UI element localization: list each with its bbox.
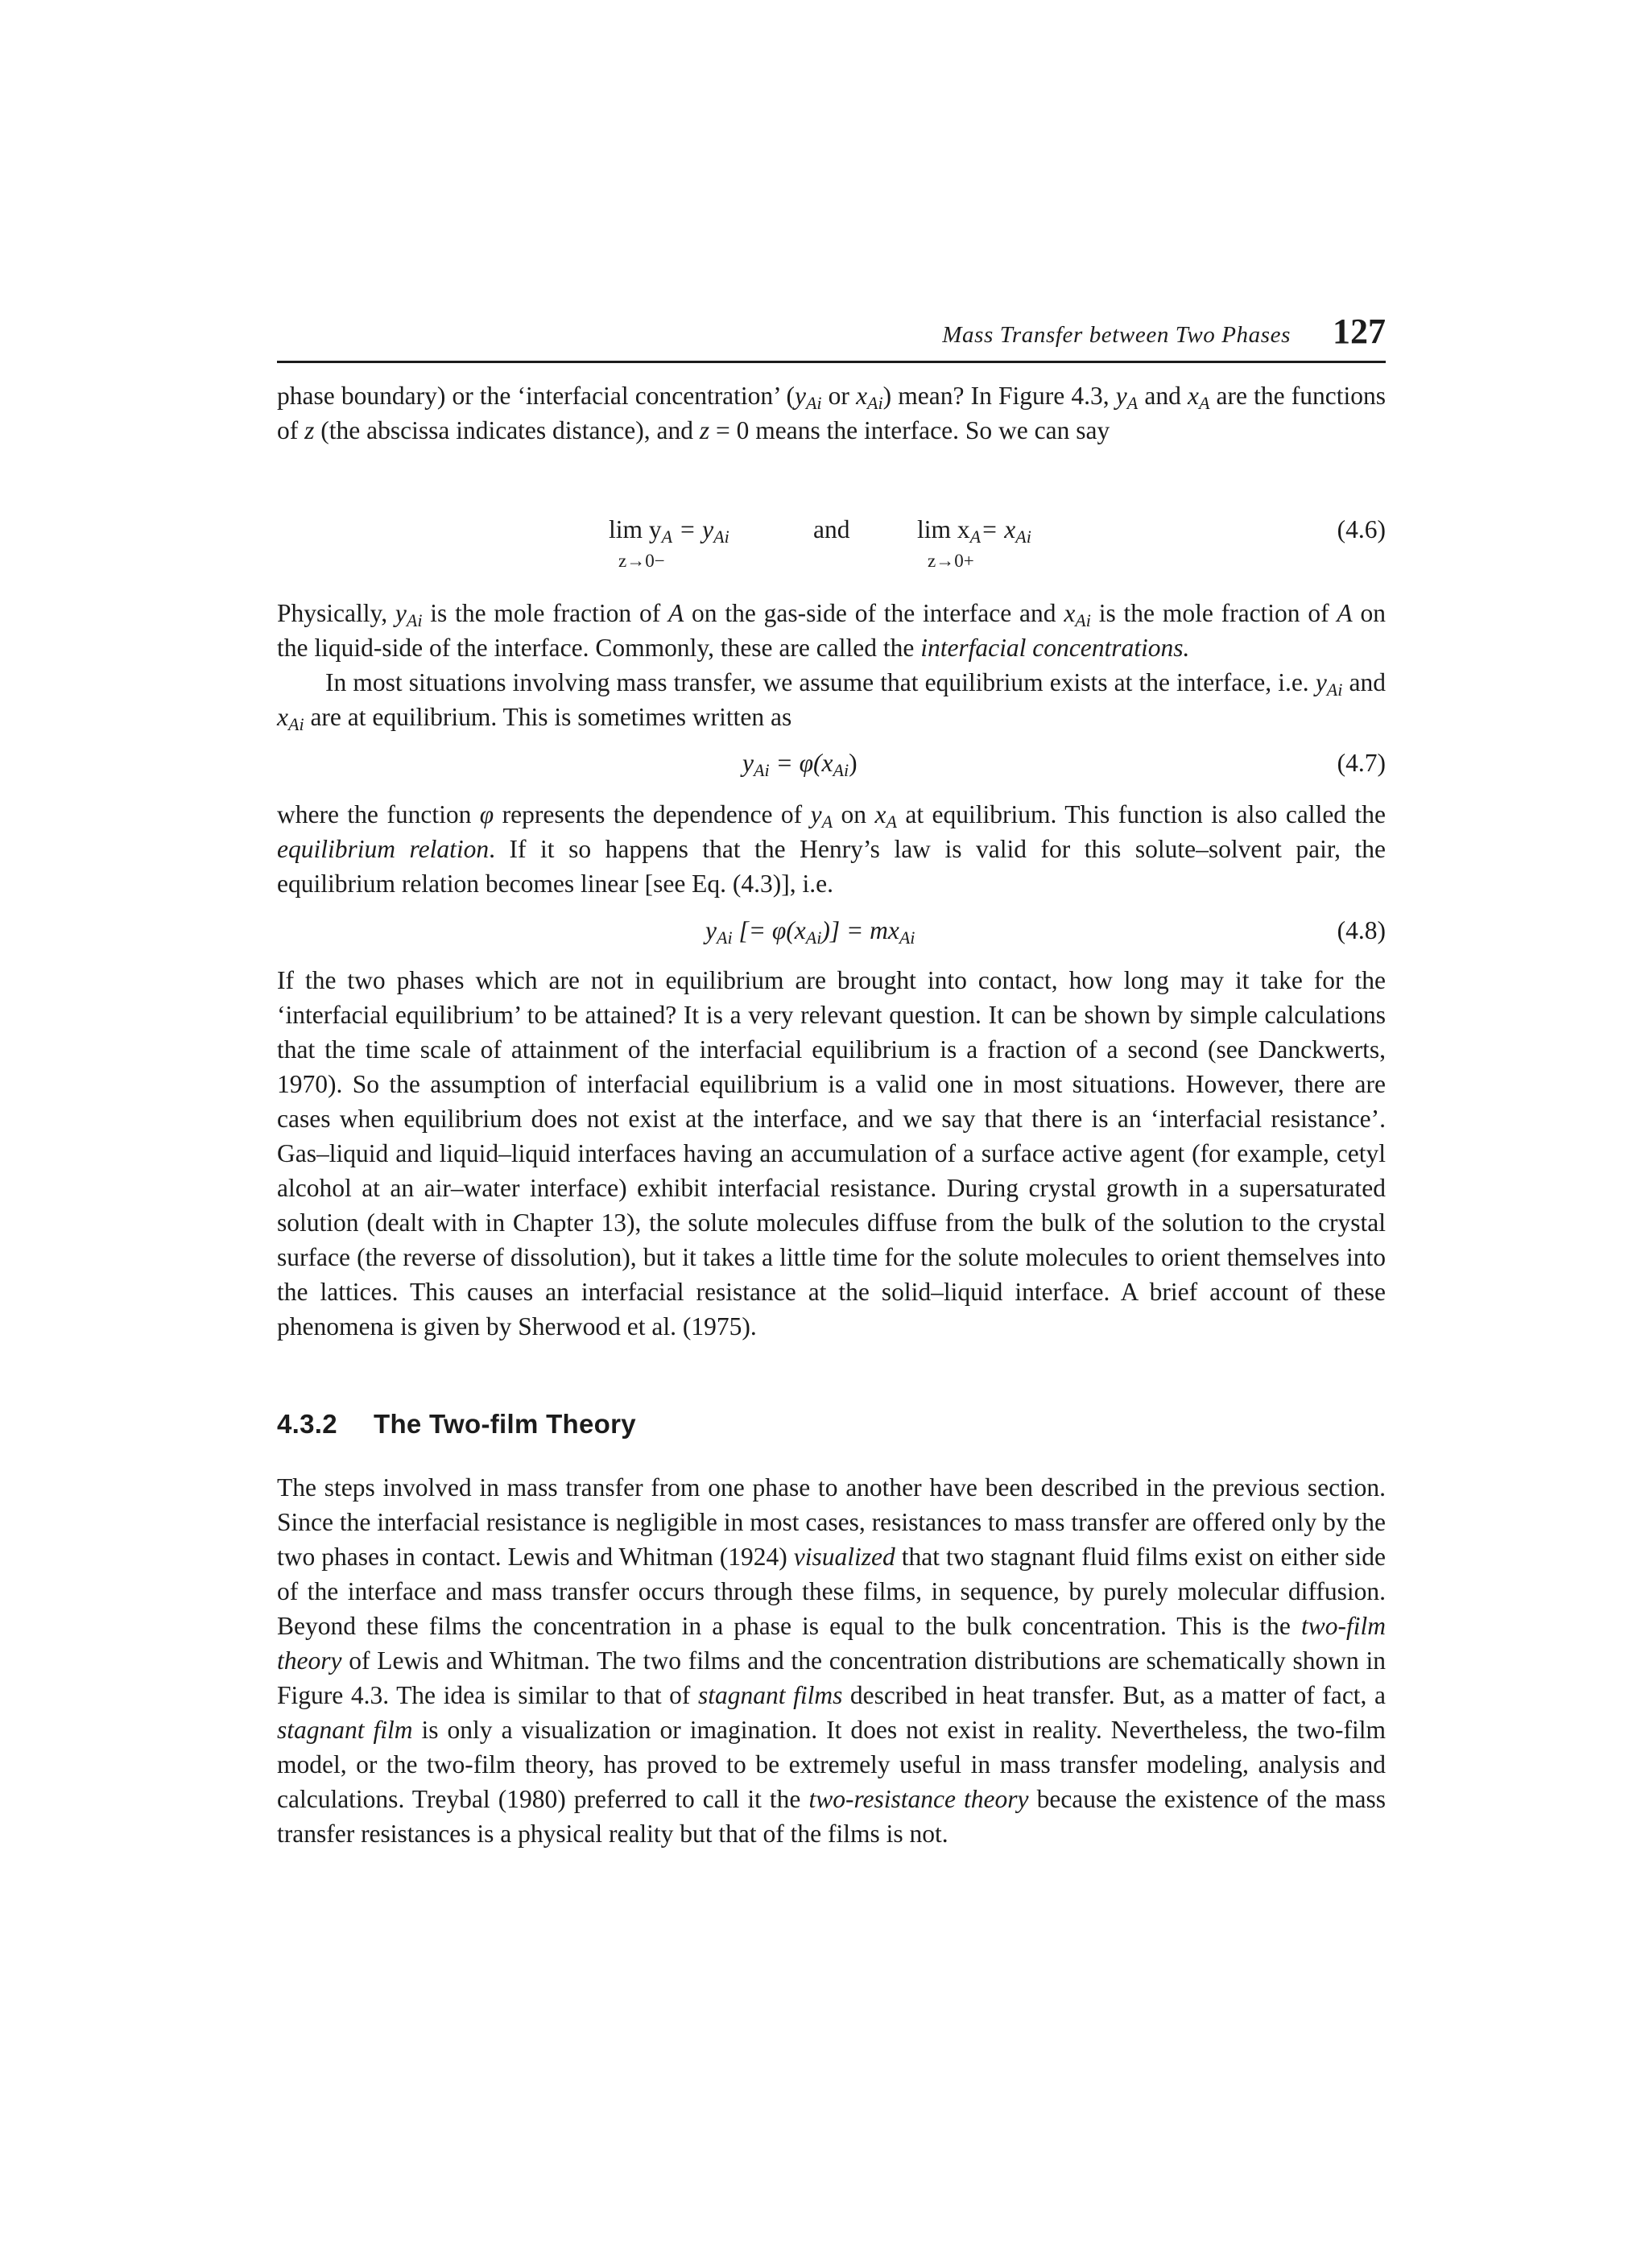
- equation-4-7: $y_{Ai} = \varphi(x_{Ai})$ (4.7): [742, 749, 1386, 780]
- running-header: [277, 312, 1386, 363]
- equation-number: (4.7): [1337, 749, 1386, 777]
- section-number: 4.3.2: [277, 1409, 337, 1439]
- paragraph-interfacial-equilibrium: If the two phases which are not in equilibrium are brought into contact, how long may it take for the ‘interfacial equilibrium’ to be attained? It is a very relevant question. It can be shown by simple calculations that the time scale of attainment of the interfacial equilibrium is a fraction of a second (see Danckwerts, 1970). So the assumption of interfacial equilibrium is a valid one in most situations. However, there are cases when equilibrium does not exist at the interface, and we say that there is an ‘interfacial resistance’. Gas–liquid and liquid–liquid interfaces having an accumulation of a surface active agent (for example, cetyl alcohol at an air–water interface) exhibit interfacial resistance. During crystal growth in a supersaturated solution (dealt with in Chapter 13), the solute molecules diffuse from the bulk of the solution to the crystal surface (the reverse of dissolution), but it takes a little time for the solute molecules to orient themselves into the lattices. This causes an interfacial resistance at the solid–liquid interface. A brief account of these phenomena is given by Sherwood et al. (1975).: [277, 966, 1386, 1341]
- running-title: Mass Transfer between Two Phases: [942, 322, 1291, 348]
- page-number: 127: [1333, 312, 1386, 351]
- paragraph-physically: Physically, $y_{Ai}$ is the mole fraction of A on the gas-side of the interface and $x_{Ai}$ is the mole fraction of A on the liquid-side of the interface. Commonly, these are called the interfacial concentrations. In most situations involving mass transfer, we assume that equilibrium exists at the interface, i.e. $y_{Ai}$ and $x_{Ai}$ are at equilibrium. This is sometimes written as: [277, 599, 1386, 734]
- equation-4-6: $\lim y_A = y_{Ai}$ z→0− and $\lim x_A= x_{Ai}$ z→0+ (4.6): [609, 515, 1386, 571]
- equation-number: (4.6): [1337, 515, 1386, 543]
- paragraph-function: where the function φ represents the dependence of $y_A$ on $x_A$ at equilibrium. This function is also called the equilibrium relation. If it so happens that the Henry’s law is valid for this solute–solvent pair, the equilibrium relation becomes linear [see Eq. (4.3)], i.e.: [277, 800, 1386, 898]
- section-title: The Two-film Theory: [374, 1409, 636, 1439]
- paragraph-two-film-theory: The steps involved in mass transfer from one phase to another have been described in the previous section. Since the interfacial resistance is negligible in most cases, resistances to mass transfer are offered only by the two phases in contact. Lewis and Whitman (1924) visualized that two stagnant fluid films exist on either side of the interface and mass transfer occurs through these films, in sequence, by purely molecular diffusion. Beyond these films the concentration in a phase is equal to the bulk concentration. This is the two-film theory of Lewis and Whitman. The two films and the concentration distributions are schematically shown in Figure 4.3. The idea is similar to that of stagnant films described in heat transfer. But, as a matter of fact, a stagnant film is only a visualization or imagination. It does not exist in reality. Nevertheless, the two-film model, or the two-film theory, has proved to be extremely useful in mass transfer modeling, analysis and calculations. Treybal (1980) preferred to call it the two-resistance theory because the existence of the mass transfer resistances is a physical reality but that of the films is not.: [277, 1473, 1386, 1848]
- section-heading: [277, 1409, 636, 1440]
- paragraph-intro: phase boundary) or the ‘interfacial concentration’ ($y_{Ai}$ or $x_{Ai}$) mean? In Figure 4.3, $y_A$ and $x_A$ are the functions of z (the abscissa indicates distance), and z = 0 means the interface. So we can say: [277, 382, 1387, 444]
- equation-number: (4.8): [1337, 916, 1386, 944]
- equation-4-8: $y_{Ai}$ [= $\varphi(x_{Ai})] = mx_{Ai}$ (4.8): [705, 916, 1386, 948]
